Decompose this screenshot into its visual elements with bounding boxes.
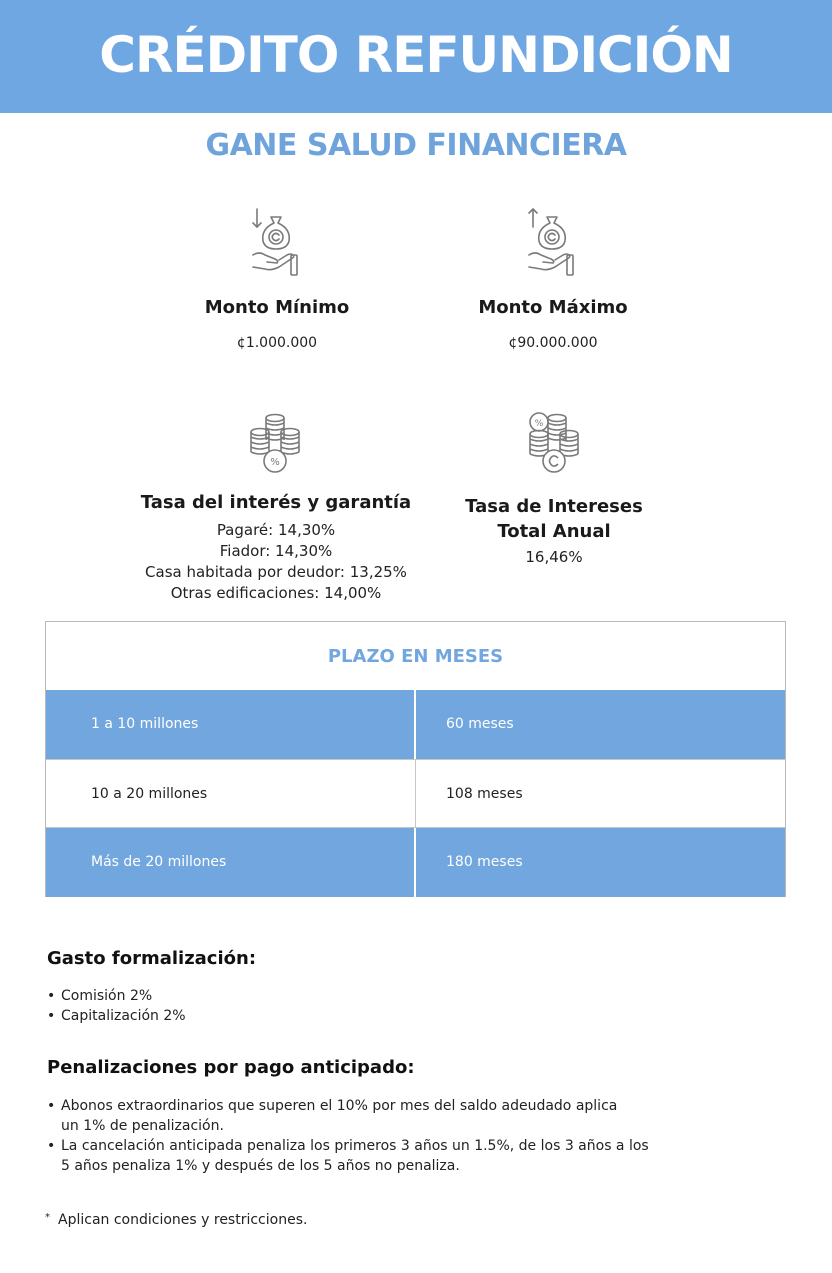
list-item: • Comisión 2% [47,986,186,1006]
term-table [45,621,786,897]
feature-min-amount [177,205,377,351]
table-row [46,828,785,897]
table-row [46,759,785,828]
svg-text:%: % [270,457,280,468]
formalization-title: Gasto formalización: [47,948,257,969]
min-amount-title: Monto Mínimo [204,297,350,318]
penalty-line: • La cancelación anticipada penaliza los primeros 3 años un 1.5%, de los 3 años a los [61,1138,649,1154]
list-item [47,1096,649,1136]
formalization-list [47,986,186,1026]
list-item: • Capitalización 2% [47,1006,186,1026]
max-amount-title: Monto Máximo [478,297,628,318]
penalty-line: 5 años penaliza 1% y después de los 5 años no penaliza. [61,1158,460,1174]
annual-rate-title [434,494,674,544]
annual-rate-title-line2: Total Anual [497,521,611,542]
rate-line: Fiador: 14,30% [219,542,333,560]
annual-rate-value: 16,46% [525,548,583,566]
footnote-text: Aplican condiciones y restricciones. [58,1212,308,1228]
interest-rate-title: Tasa del interés y garantía [140,492,412,513]
list-item [47,1136,649,1176]
penalties-list [47,1096,649,1176]
table-heading: PLAZO EN MESES [327,646,504,667]
term-cell: 108 meses [446,786,523,802]
rate-line: Casa habitada por deudor: 13,25% [145,563,407,581]
range-cell: Más de 20 millones [46,828,416,897]
rate-line: Otras edificaciones: 14,00% [170,584,382,602]
table-row [46,690,785,759]
max-amount-value: ¢90.000.000 [508,335,598,351]
penalty-line: • Abonos extraordinarios que superen el 10% por mes del saldo adeudado aplica [61,1098,618,1114]
money-bag-down-hand-icon [251,205,303,279]
range-cell: 1 a 10 millones [46,690,416,759]
footnote [45,1212,307,1228]
range-cell: 10 a 20 millones [46,760,416,827]
annual-rate-title-line1: Tasa de Intereses [465,496,643,517]
subtitle: GANE SALUD FINANCIERA [205,128,627,163]
feature-max-amount [453,205,653,351]
interest-rate-list [126,520,426,604]
header-banner [0,0,832,113]
coins-percent-icon [249,412,303,474]
feature-interest-rate [126,412,426,604]
svg-text:%: % [534,419,544,429]
penalty-line: un 1% de penalización. [61,1118,224,1134]
page-title: CRÉDITO REFUNDICIÓN [99,26,733,84]
min-amount-value: ¢1.000.000 [236,335,318,351]
term-cell: 60 meses [446,716,514,732]
footnote-marker: * [45,1212,50,1223]
money-bag-up-hand-icon [527,205,579,279]
penalties-title: Penalizaciones por pago anticipado: [47,1057,415,1078]
coins-percent-colon-icon [527,410,581,474]
feature-annual-rate [434,410,674,566]
rate-line: Pagaré: 14,30% [216,521,336,539]
term-cell: 180 meses [446,854,523,870]
